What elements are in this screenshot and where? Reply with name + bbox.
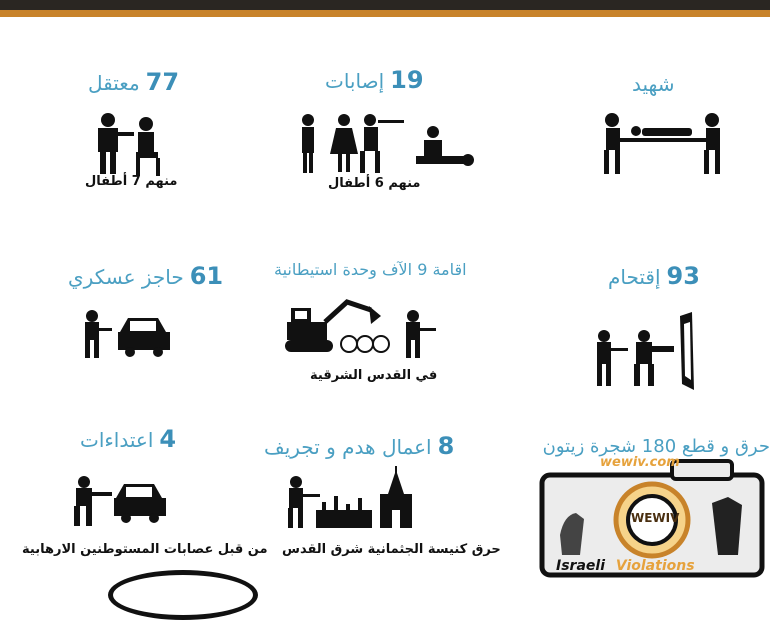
trees-title: حرق و قطع 180 شجرة زيتون	[542, 436, 770, 457]
martyr-title: شهيد	[632, 72, 675, 96]
watermark-brand: WEWIV	[631, 511, 680, 525]
attacks-title: 4اعتداءات	[80, 425, 177, 453]
attacks-note: من قبل عصابات المستوطنين الارهابية	[22, 542, 268, 557]
injuries-note: منهم 6 أطفال	[328, 176, 421, 191]
stretcher-icon	[598, 110, 728, 178]
demolitions-note: حرق كنيسة الجثمانية شرق القدس	[282, 542, 501, 557]
bottom-ring-shape	[108, 570, 258, 620]
watermark-url: wewiv.com	[600, 455, 680, 470]
header-accent-bar	[0, 10, 770, 17]
demolitions-title: 8اعمال هدم و تجريف	[264, 432, 455, 460]
bulldozer-icon	[285, 296, 445, 360]
raids-title: 93إقتحام	[608, 262, 700, 290]
church-fire-icon	[282, 466, 422, 530]
settlement-title: اقامة 9 الآف وحدة استيطانية	[274, 260, 467, 279]
checkpoints-title: 61حاجز عسكري	[68, 262, 224, 290]
raid-icon	[590, 310, 700, 392]
detainees-note: منهم 7 أطفال	[85, 174, 178, 189]
header-bar	[0, 0, 770, 10]
detainee-icon	[88, 110, 188, 178]
detainees-title: 77معتقل	[88, 68, 180, 96]
watermark-footer	[556, 558, 695, 574]
settler-attack-icon	[70, 476, 170, 528]
watermark-footer-left: Israeli	[556, 558, 605, 574]
watermark-footer-right: Violations	[615, 558, 695, 574]
injuries-title: 19إصابات	[325, 66, 424, 94]
injuries-icon	[298, 110, 478, 178]
checkpoint-icon	[80, 310, 172, 360]
settlement-note: في القدس الشرقية	[310, 368, 438, 383]
